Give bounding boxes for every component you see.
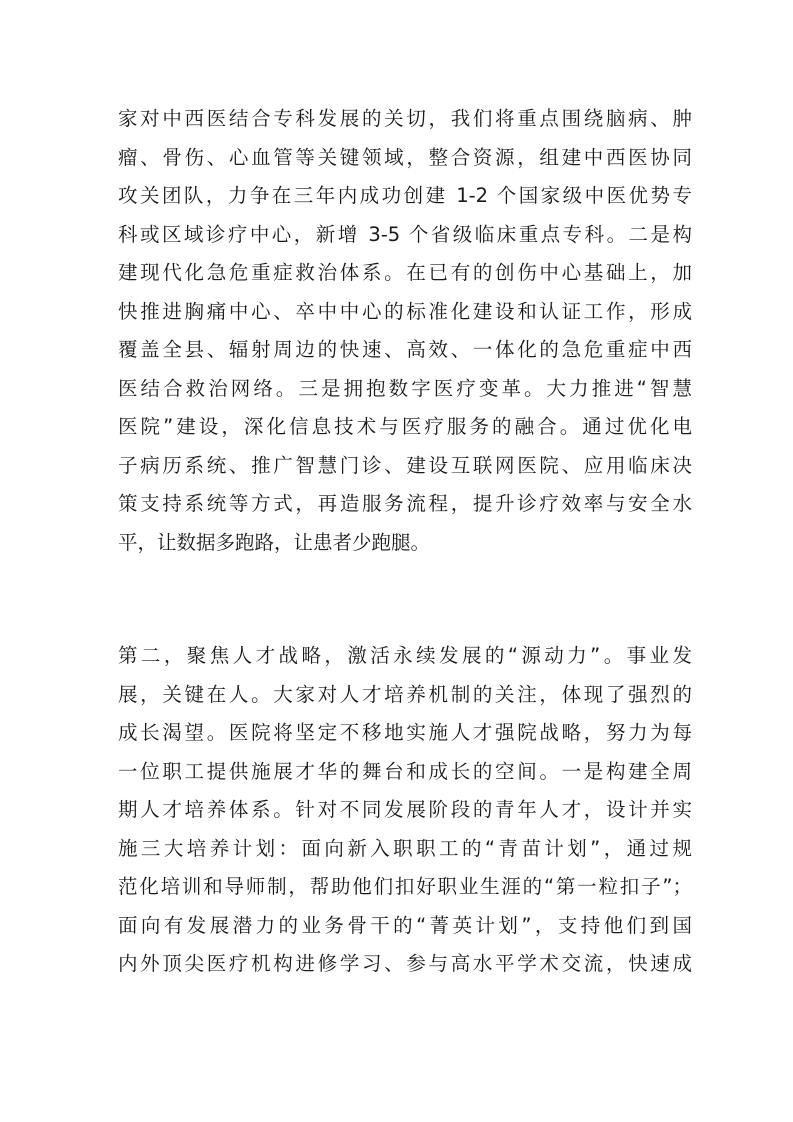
paragraph-line: 成长渴望。医院将坚定不移地实施人才强院战略，努力为每 <box>118 721 692 744</box>
paragraph-line: 策支持系统等方式，再造服务流程，提升诊疗效率与安全水 <box>118 492 692 515</box>
paragraph-line: 展，关键在人。大家对人才培养机制的关注，体现了强烈的 <box>118 682 692 706</box>
paragraph-line: 一位职工提供施展才华的舞台和成长的空间。一是构建全周 <box>118 759 692 783</box>
paragraph-line: 攻关团队，力争在三年内成功创建 1-2 个国家级中医优势专 <box>118 184 692 207</box>
paragraph-line: 子病历系统、推广智慧门诊、建设互联网医院、应用临床决 <box>118 453 692 477</box>
paragraph-line: 范化培训和导师制，帮助他们扣好职业生涯的“第一粒扣子”； <box>118 875 692 898</box>
paragraph-line: 科或区域诊疗中心，新增 3-5 个省级临床重点专科。二是构 <box>118 222 692 246</box>
paragraph-line: 平，让数据多跑路，让患者少跑腿。 <box>118 530 431 554</box>
paragraph-line: 瘤、骨伤、心血管等关键领域，整合资源，组建中西医协同 <box>118 145 692 169</box>
paragraph-line: 面向有发展潜力的业务骨干的“菁英计划”，支持他们到国 <box>118 913 692 937</box>
paragraph-line: 施三大培养计划：面向新入职职工的“青苗计划”，通过规 <box>118 836 692 860</box>
paragraph-line: 期人才培养体系。针对不同发展阶段的青年人才，设计并实 <box>118 798 692 821</box>
paragraph-line: 快推进胸痛中心、卒中中心的标准化建设和认证工作，形成 <box>118 299 692 323</box>
paragraph-2 <box>118 637 692 984</box>
paragraph-line: 家对中西医结合专科发展的关切，我们将重点围绕脑病、肿 <box>118 107 692 130</box>
paragraph-line: 内外顶尖医疗机构进修学习、参与高水平学术交流，快速成 <box>118 952 692 975</box>
paragraph-line: 覆盖全县、辐射周边的快速、高效、一体化的急危重症中西 <box>118 338 692 361</box>
paragraph-line: 医院”建设，深化信息技术与医疗服务的融合。通过优化电 <box>118 415 692 438</box>
paragraph-line: 建现代化急危重症救治体系。在已有的创伤中心基础上，加 <box>118 261 692 284</box>
paragraph-line: 医结合救治网络。三是拥抱数字医疗变革。大力推进“智慧 <box>118 376 692 400</box>
paragraph-1 <box>118 100 692 562</box>
paragraph-line: 第二，聚焦人才战略，激活永续发展的“源动力”。事业发 <box>118 644 692 667</box>
